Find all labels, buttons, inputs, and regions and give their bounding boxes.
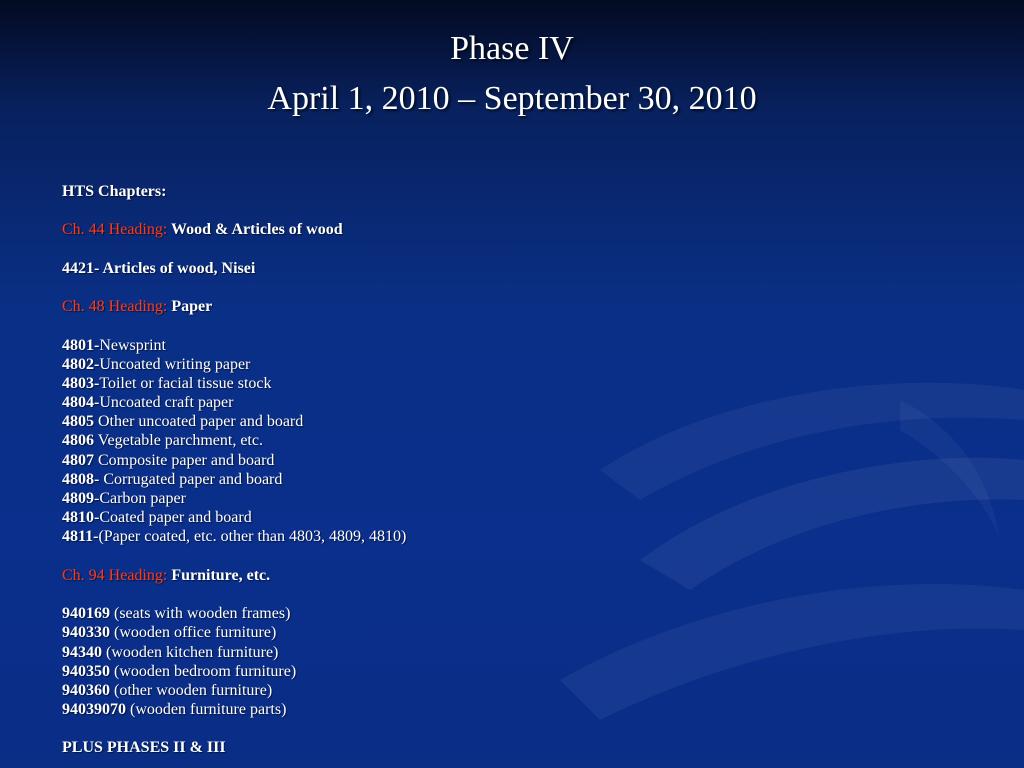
ch48-item-code: 4802- — [62, 355, 100, 373]
ch48-item-desc: Composite paper and board — [94, 451, 275, 469]
ch48-item — [62, 412, 962, 431]
ch48-item-desc: Corrugated paper and board — [99, 470, 283, 488]
ch48-heading-label: Ch. 48 Heading: — [62, 298, 168, 316]
spacer — [62, 278, 962, 297]
ch48-item-desc: Other uncoated paper and board — [94, 413, 304, 431]
slide-body — [62, 182, 962, 758]
spacer — [62, 585, 962, 604]
ch44-heading-line — [62, 220, 962, 239]
ch94-item-code: 940360 — [62, 681, 110, 699]
ch48-item-code: 4807 — [62, 451, 94, 469]
ch48-item-code: 4809 — [62, 490, 94, 507]
ch48-item-code: 4806 — [62, 432, 94, 450]
ch94-item — [62, 623, 962, 642]
ch48-item-code: 4804- — [62, 394, 100, 412]
spacer — [62, 719, 962, 738]
spacer — [62, 240, 962, 259]
ch44-item: 4421- Articles of wood, Nisei — [62, 259, 256, 277]
ch48-item-code: 4810- — [62, 509, 100, 527]
ch94-heading-name: Furniture, etc. — [167, 566, 271, 584]
ch48-item — [62, 470, 962, 489]
ch48-item-code: 4805 — [62, 413, 94, 431]
ch94-item — [62, 643, 962, 662]
ch94-item-desc: (wooden furniture parts) — [126, 701, 287, 719]
ch94-item — [62, 700, 962, 719]
spacer — [62, 201, 962, 220]
slide-title — [0, 24, 1024, 124]
ch48-item-desc: Newsprint — [99, 336, 166, 354]
ch94-item-code: 940350 — [62, 662, 110, 680]
title-line-phase: Phase IV — [450, 30, 574, 67]
ch48-item — [62, 451, 962, 470]
ch94-item-code: 94340 — [62, 643, 102, 661]
ch94-heading-label: Ch. 94 Heading: — [62, 566, 168, 584]
ch48-item-desc: Uncoated writing paper — [99, 355, 251, 373]
ch48-item — [62, 527, 962, 546]
ch48-item — [62, 431, 962, 450]
ch48-item-desc: Uncoated craft paper — [99, 394, 234, 412]
ch94-item — [62, 681, 962, 700]
ch48-item-code: 4811- — [62, 528, 99, 546]
ch94-item-code: 94039070 — [62, 701, 126, 719]
ch48-item-code: 4801- — [62, 336, 100, 354]
ch94-item-code: 940330 — [62, 624, 110, 642]
ch48-item-code: 4808- — [62, 470, 100, 488]
ch94-item-desc: (seats with wooden frames) — [110, 605, 291, 623]
ch94-item — [62, 662, 962, 681]
ch94-heading-line — [62, 566, 962, 585]
ch44-heading-name: Wood & Articles of wood — [167, 221, 343, 239]
ch94-item-desc: (wooden office furniture) — [110, 624, 277, 642]
ch48-item — [62, 508, 962, 527]
title-line-dates: April 1, 2010 – September 30, 2010 — [267, 80, 757, 117]
ch48-item-desc: Vegetable parchment, etc. — [94, 432, 263, 450]
plus-phases-note: PLUS PHASES II & III — [62, 739, 226, 757]
ch94-item-desc: (wooden kitchen furniture) — [102, 643, 279, 661]
spacer — [62, 316, 962, 335]
spacer — [62, 547, 962, 566]
ch48-item-desc: Toilet or facial tissue stock — [99, 374, 272, 392]
ch44-heading-label: Ch. 44 Heading: — [62, 221, 168, 239]
ch94-item — [62, 604, 962, 623]
ch48-item — [62, 336, 962, 355]
ch48-item-desc: (Paper coated, etc. other than 4803, 4809, 4810) — [98, 528, 407, 546]
ch48-item-code: 4803- — [62, 374, 100, 392]
ch48-heading-name: Paper — [167, 298, 213, 316]
ch48-item — [62, 393, 962, 412]
ch48-item — [62, 489, 962, 508]
ch48-item-desc: Coated paper and board — [99, 509, 252, 527]
ch48-item — [62, 374, 962, 393]
ch48-item-desc: -Carbon paper — [94, 490, 186, 507]
ch48-heading-line — [62, 297, 962, 316]
hts-chapters-label: HTS Chapters: — [62, 183, 167, 200]
ch94-item-desc: (other wooden furniture) — [110, 681, 273, 699]
ch48-item — [62, 355, 962, 374]
ch94-item-desc: (wooden bedroom furniture) — [110, 662, 297, 680]
ch94-item-code: 940169 — [62, 605, 110, 623]
